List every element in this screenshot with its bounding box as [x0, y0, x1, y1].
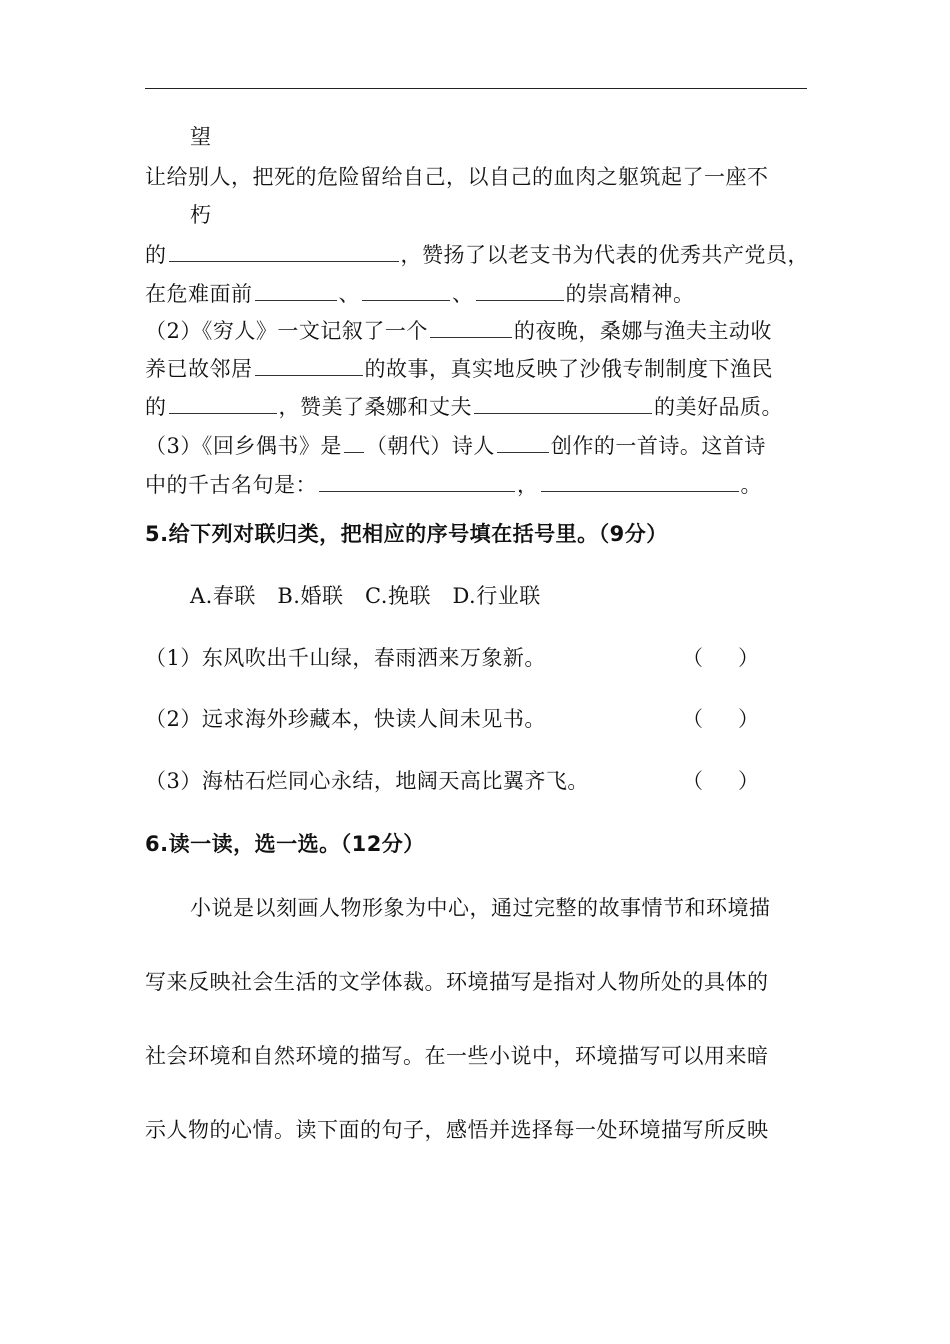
answer-blank[interactable]	[541, 471, 739, 492]
text-line: （3）《回乡偶书》是 （朝代）诗人 创作的一首诗。这首诗	[145, 434, 766, 458]
answer-blank[interactable]	[474, 393, 652, 414]
answer-blank[interactable]	[430, 317, 512, 338]
answer-blank[interactable]	[344, 432, 364, 453]
answer-blank[interactable]	[255, 280, 337, 301]
couplet-item: （3）海枯石烂同心永结，地阔天高比翼齐飞。	[145, 769, 589, 793]
question-6-title: 6.读一读，选一选。（12分）	[145, 832, 425, 856]
text-line: 养已故邻居 的故事，真实地反映了沙俄专制制度下渔民	[145, 357, 773, 381]
text-line: 让给别人，把死的危险留给自己，以自己的血肉之躯筑起了一座不	[145, 165, 769, 189]
answer-paren-open[interactable]: （	[682, 646, 703, 670]
answer-paren-close[interactable]: ）	[738, 707, 759, 731]
text-line: 望	[190, 125, 212, 149]
text-line: 在危难面前 、 、 的崇高精神。	[145, 282, 695, 306]
text-line: （2）《穷人》一文记叙了一个 的夜晚，桑娜与渔夫主动收	[145, 319, 772, 343]
paragraph-line: 写来反映社会生活的文学体裁。环境描写是指对人物所处的具体的	[145, 970, 769, 994]
question-5-title: 5.给下列对联归类，把相应的序号填在括号里。（9分）	[145, 522, 668, 546]
text-line: 朽	[190, 203, 212, 227]
answer-paren-close[interactable]: ）	[738, 769, 759, 793]
header-rule	[145, 88, 807, 89]
paragraph-line: 示人物的心情。读下面的句子，感悟并选择每一处环境描写所反映	[145, 1118, 769, 1142]
couplet-item: （2）远求海外珍藏本，快读人间未见书。	[145, 707, 546, 731]
options-line: A.春联 B.婚联 C.挽联 D.行业联	[190, 584, 541, 608]
text-line: 中的千古名句是： ， 。	[145, 473, 762, 497]
answer-paren-close[interactable]: ）	[738, 646, 759, 670]
text-line: 的 ，赞扬了以老支书为代表的优秀共产党员，	[145, 243, 809, 267]
couplet-item: （1）东风吹出千山绿，春雨洒来万象新。	[145, 646, 546, 670]
answer-blank[interactable]	[319, 471, 515, 492]
paragraph-line: 小说是以刻画人物形象为中心，通过完整的故事情节和环境描	[190, 896, 771, 920]
paragraph-line: 社会环境和自然环境的描写。在一些小说中，环境描写可以用来暗	[145, 1044, 769, 1068]
text-line: 的 ，赞美了桑娜和丈夫 的美好品质。	[145, 395, 783, 419]
answer-blank[interactable]	[169, 241, 399, 262]
answer-paren-open[interactable]: （	[682, 769, 703, 793]
answer-blank[interactable]	[362, 280, 450, 301]
answer-blank[interactable]	[255, 355, 363, 376]
answer-blank[interactable]	[497, 432, 549, 453]
answer-paren-open[interactable]: （	[682, 707, 703, 731]
answer-blank[interactable]	[476, 280, 564, 301]
answer-blank[interactable]	[169, 393, 277, 414]
